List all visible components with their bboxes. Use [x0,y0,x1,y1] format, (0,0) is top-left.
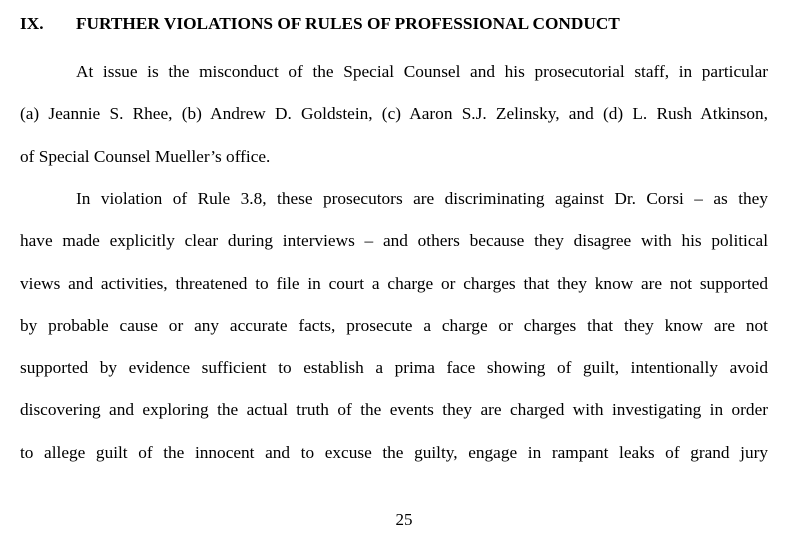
paragraph-line: At issue is the misconduct of the Special Counsel and his prosecutorial staff, in particular [76,62,768,81]
section-title: FURTHER VIOLATIONS OF RULES OF PROFESSIONAL CONDUCT [76,14,620,33]
paragraph-line: In violation of Rule 3.8, these prosecutors are discriminating against Dr. Corsi – as they [76,189,768,208]
paragraph-line: (a) Jeannie S. Rhee, (b) Andrew D. Goldstein, (c) Aaron S.J. Zelinsky, and (d) L. Rush Atkinson, [20,104,768,124]
paragraph-line: discovering and exploring the actual truth of the events they are charged with investigating in order [20,400,768,420]
paragraph-line: to allege guilt of the innocent and to excuse the guilty, engage in rampant leaks of grand jury [20,442,768,462]
paragraph-line: have made explicitly clear during interviews – and others because they disagree with his political [20,231,768,251]
section-number: IX. [20,14,44,33]
paragraph-line: by probable cause or any accurate facts, prosecute a charge or charges that they know are not [20,315,768,335]
section-heading [20,14,620,34]
paragraph-rule-violation [20,178,768,474]
paragraph-line: views and activities, threatened to file in court a charge or charges that they know are not supported [20,273,768,293]
paragraph-line: supported by evidence sufficient to establish a prima face showing of guilt, intentionally avoid [20,358,768,378]
page-number: 25 [395,510,413,529]
paragraph-line: of Special Counsel Mueller’s office. [20,146,271,166]
paragraph-misconduct [20,51,768,178]
